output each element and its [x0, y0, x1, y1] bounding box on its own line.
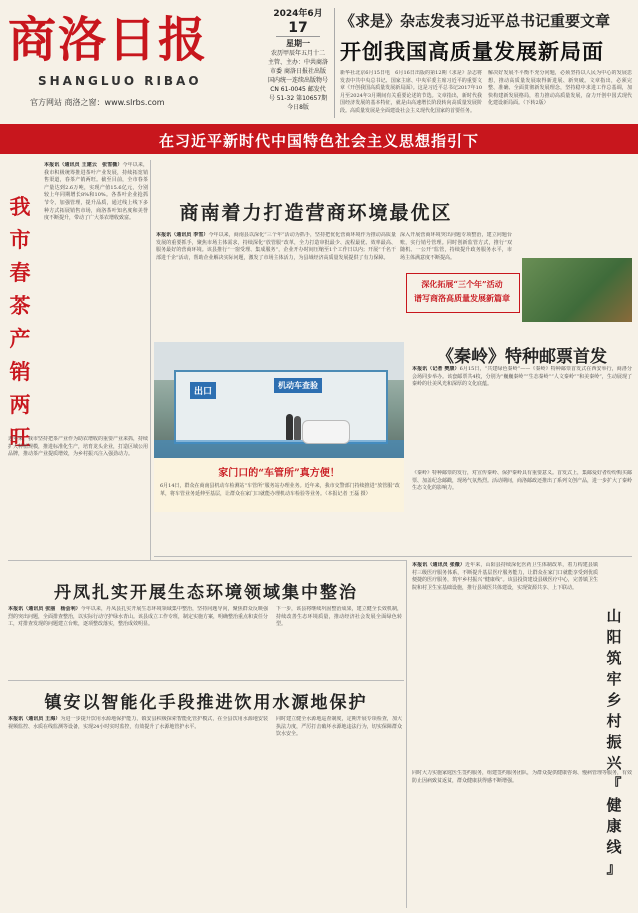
- campaign-banner-line2: 谱写商洛高质量发展新篇章: [414, 293, 510, 303]
- masthead-pinyin: SHANGLUO RIBAO: [38, 74, 202, 88]
- column-divider: [150, 160, 151, 560]
- tea-story-body: 本报讯（通讯员 王建云 张雪薇）今年以来，我市积极统筹推进茶叶产业发展，持续拓宽销售渠道，春茶产销两旺。截至目前，全市春茶产量达到2.6万吨，实现产值15.6亿元，分别较上年同期增长8%和10%。各茶叶企业抢抓节令，加强管理，提升品质，通过线上线下多种方式拓展销售市场，商洛茶叶知名度和美誉度不断提升，带动了广大茶农增收致富。: [44, 162, 148, 222]
- stamp-story-body: 本报讯（记者 樊康）6月15日，“共建绿色秦岭”——《秦岭》特种邮票首发式在西安举行，商洛分会场同步举办。该套邮票共4枚，分别为“巍巍秦岭”“生态秦岭”“人文秦岭”“和美秦岭”，生动展现了秦岭的壮美风光和深厚的文化底蕴。: [412, 366, 632, 388]
- masthead-title: 商洛日报: [8, 12, 209, 68]
- top-story-body-right: 解决好发展不平衡不充分问题，必须坚持以人民为中心的发展思想，推动高质量发展取得新进展、新突破。文章指出，必须完整、准确、全面贯彻新发展理念，坚持稳中求进工作总基调，加快构建新发展格局，着力推动高质量发展，奋力开创中国式现代化建设新局面。（下转2版）: [488, 70, 632, 107]
- stamp-story-body-continued: 《秦岭》特种邮票的发行，对宣传秦岭、保护秦岭具有重要意义。首发式上，集邮爱好者纷纷购买邮票、加盖纪念邮戳，现场气氛热烈。活动期间，商洛邮政还推出了系列文创产品，进一步扩大了秦岭生态文化的影响力。: [412, 470, 632, 492]
- water-story-body-continued: 同时建立健全水源地巡查制度，定期开展专项检查，加大执法力度，严厉打击破坏水源地违法行为，切实保障群众饮水安全。: [276, 716, 402, 738]
- news-photo: [154, 342, 404, 458]
- date-box: [268, 6, 328, 112]
- section-divider: [8, 560, 406, 561]
- section-divider: [154, 556, 632, 557]
- photo-person: [294, 416, 301, 440]
- eco-story-body-continued: 下一步，该县将继续巩固整治成果，建立健全长效机制，持续改善生态环境质量，推动经济社会发展全面绿色转型。: [276, 606, 402, 628]
- photo-lane: [154, 440, 404, 458]
- top-story-title[interactable]: 开创我国高质量发展新局面: [340, 39, 604, 64]
- section-divider: [8, 680, 404, 681]
- date-lunar: 农历甲辰年五月十二: [270, 50, 325, 57]
- eco-story-title[interactable]: 丹凤扎实开展生态环境领域集中整治: [54, 583, 358, 603]
- photo-sign-inspection: 机动车查验: [274, 378, 322, 393]
- health-story-title[interactable]: 山 阳 筑 牢 乡 村 振 兴 『 健 康 线 』: [606, 607, 622, 877]
- health-story-body-continued: 同时大力实施家庭医生签约服务，组建签约服务团队，为群众提供健康咨询、慢病管理等服务，有效防止因病致贫返贫，群众健康获得感不断增强。: [412, 770, 632, 784]
- photo-person: [286, 414, 293, 440]
- theme-band-text: 在习近平新时代中国特色社会主义思想指引下: [158, 132, 479, 150]
- date-day: 17: [276, 20, 320, 37]
- mountain-illustration: [522, 258, 632, 322]
- tea-story-body-continued: 近年来，我市坚持把茶产业作为助农增收的重要产业来抓，持续扩大种植规模，推进标准化生产，培育龙头企业，打造区域公用品牌，推动茶产业提质增效，为乡村振兴注入强劲动力。: [8, 436, 148, 458]
- photo-caption-title: 家门口的“车管所”真方便！: [218, 468, 340, 479]
- biz-story-body-continued: 深入开展营商环境突出问题专项整治，建立问题台账，实行销号管理。同时创新监管方式，推行“双随机、一公开”监管，持续提升政务服务水平，市场主体满意度不断提高。: [400, 232, 512, 261]
- tea-story-title[interactable]: 我 市 春 茶 产 销 两 旺: [9, 194, 31, 450]
- stamp-story-title[interactable]: 《秦岭》特种邮票首发: [437, 347, 607, 367]
- publication-info: 主管、主办：中共商洛市委 商洛日报社出版 国内统一连续出版物号 CN 61-0045 邮发代号 51-32 第10657期 今日8版: [268, 59, 329, 111]
- top-story-subtitle[interactable]: 《求是》杂志发表习近平总书记重要文章: [340, 12, 611, 30]
- masthead-site[interactable]: 官方网站 商洛之窗：www.slrbs.com: [30, 98, 165, 107]
- water-story-body: 本报讯（通讯员 王海）为进一步提升饮用水源地保护能力，镇安县积极探索智能化管护模式，在全县饮用水源地安装视频监控、水质在线监测等设备，实现24小时实时监控，有效提升了水源地管护水平。: [8, 716, 268, 730]
- date-year-month: 2024年6月: [273, 9, 323, 19]
- biz-story-body: 本报讯（通讯员 李雪）今年以来，商南县以深化“三个年”活动为抓手，坚持把优化营商环境作为推动高质量发展的重要抓手，聚焦市场主体需求，持续深化“放管服”改革，全力打造审批最少、流程最优、效率最高、服务最好的营商环境。该县推行“一窗受理、集成服务”，企业开办时间压缩至1个工作日以内；开展“千名干部进千企”活动，帮助企业解决实际问题，激发了市场主体活力，为县域经济高质量发展提供了有力保障。: [156, 232, 396, 261]
- masthead-divider: [334, 8, 335, 118]
- top-story-body-left: 新华社北京6月15日电 6月16日出版的第12期《求是》杂志将发表中共中央总书记、国家主席、中央军委主席习近平的重要文章《开创我国高质量发展新局面》。这是习近平总书记2017年10月至2024年3月期间有关重要论述的节选。文章指出，新时代我国经济发展的基本特征，就是由高速增长阶段转向高质量发展阶段。高质量发展是全面建设社会主义现代化国家的首要任务。: [340, 70, 482, 114]
- eco-story-body: 本报讯（通讯员 张丽 杨会利）今年以来，丹凤县扎实开展生态环境领域集中整治，坚持问题导向，聚焦群众反映强烈的突出问题，全面排查整治，以实际行动守护绿水青山。该县成立工作专班，制定实施方案，明确整治重点和责任分工，对排查发现的问题建立台账，逐项整改落实，整治成效明显。: [8, 606, 268, 628]
- campaign-banner-line1: 深化拓展“三个年”活动: [421, 279, 503, 289]
- date-weekday: 星期一: [286, 39, 310, 48]
- photo-sign-exit: 出口: [190, 382, 216, 399]
- biz-story-title[interactable]: 商南着力打造营商环境最优区: [179, 202, 453, 224]
- photo-car: [302, 420, 350, 444]
- water-story-title[interactable]: 镇安以智能化手段推进饮用水源地保护: [44, 693, 368, 713]
- health-story-body: 本报讯（通讯员 张薇）近年来，山阳县持续深化医药卫生体制改革，着力构建县镇村三级医疗服务体系，不断提升基层医疗服务能力，让群众在家门口就能享受到优质便捷的医疗服务，筑牢乡村振兴“健康线”。该县投资建设县级医疗中心，完善镇卫生院和村卫生室基础设施，推行县域医共体建设，实现资源共享、上下联动。: [412, 562, 598, 591]
- column-divider: [406, 560, 407, 908]
- photo-caption: 6月14日，群众在商南县机动车检测站“车管所”服务站办理业务。近年来，我市交警部门持续推进“放管服”改革，将车管业务延伸至基层，让群众在家门口就能办理机动车检验等业务。（本报记者 王磊 摄）: [160, 483, 400, 497]
